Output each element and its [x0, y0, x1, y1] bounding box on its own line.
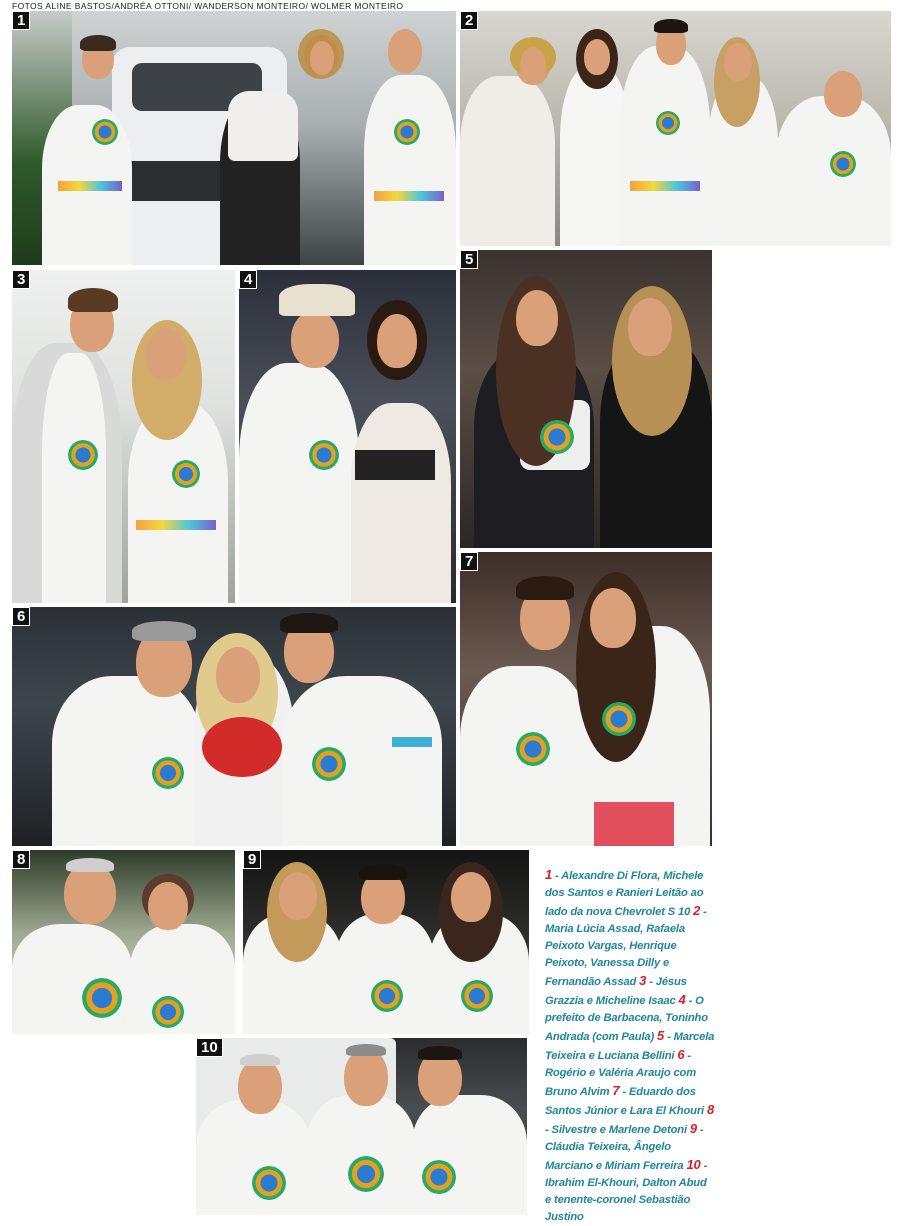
photo-number: 10 — [196, 1038, 223, 1057]
caption-text: - Silvestre e Marlene Detoni — [545, 1124, 690, 1136]
caption-number: 9 — [689, 1121, 697, 1136]
caption-number: 6 — [677, 1047, 685, 1062]
photo-2 — [460, 11, 891, 246]
caption-text: - O prefeito de Barbacena, Toninho Andrada (com Paula) — [545, 995, 708, 1043]
caption-number: 3 — [639, 973, 647, 988]
photo-number: 2 — [460, 11, 478, 30]
photo-number: 7 — [460, 552, 478, 571]
caption-text: - Maria Lúcia Assad, Rafaela Peixoto Vargas, Henrique Peixoto, Vanessa Dilly e Fernandão Assad — [545, 906, 707, 988]
photo-9 — [243, 850, 529, 1034]
photo-number: 8 — [12, 850, 30, 869]
photo-number: 6 — [12, 607, 30, 626]
caption-text: - Marcela Teixeira e Luciana Bellini — [545, 1031, 715, 1062]
photo-number: 9 — [243, 850, 261, 869]
caption-number: 1 — [545, 867, 553, 882]
caption-number: 4 — [678, 992, 686, 1007]
photo-3 — [12, 270, 235, 603]
photo-5 — [460, 250, 712, 548]
photo-4 — [239, 270, 456, 603]
caption-text: - Jésus Grazzia e Micheline Isaac — [545, 976, 687, 1007]
photo-number: 4 — [239, 270, 257, 289]
caption-number: 10 — [686, 1157, 701, 1172]
photo-number: 5 — [460, 250, 478, 269]
photo-number: 1 — [12, 11, 30, 30]
photo-credit: FOTOS ALINE BASTOS/ANDRÉA OTTONI/ WANDERSON MONTEIRO/ WOLMER MONTEIRO — [12, 1, 404, 11]
caption-text: - Eduardo dos Santos Júnior e Lara El Khouri — [545, 1086, 707, 1117]
caption-text: - Ibrahim El-Khouri, Dalton Abud e tenente-coronel Sebastião Justino — [545, 1160, 708, 1223]
caption-number: 7 — [612, 1083, 620, 1098]
photo-captions — [545, 866, 715, 1226]
caption-number: 5 — [657, 1028, 665, 1043]
photo-1 — [12, 11, 456, 265]
photo-6 — [12, 607, 456, 846]
caption-number: 2 — [693, 903, 701, 918]
caption-text: - Rogério e Valéria Araujo com Bruno Alvim — [545, 1050, 697, 1098]
photo-number: 3 — [12, 270, 30, 289]
caption-text: - Alexandre Di Flora, Michele dos Santos e Ranieri Leitão ao lado da nova Chevrolet S 10 — [545, 870, 704, 918]
photo-7 — [460, 552, 712, 846]
photo-10 — [196, 1038, 527, 1215]
photo-8 — [12, 850, 235, 1034]
caption-text: - Cláudia Teixeira, Ângelo Marciano e Miriam Ferreira — [545, 1124, 704, 1172]
caption-number: 8 — [706, 1102, 715, 1117]
